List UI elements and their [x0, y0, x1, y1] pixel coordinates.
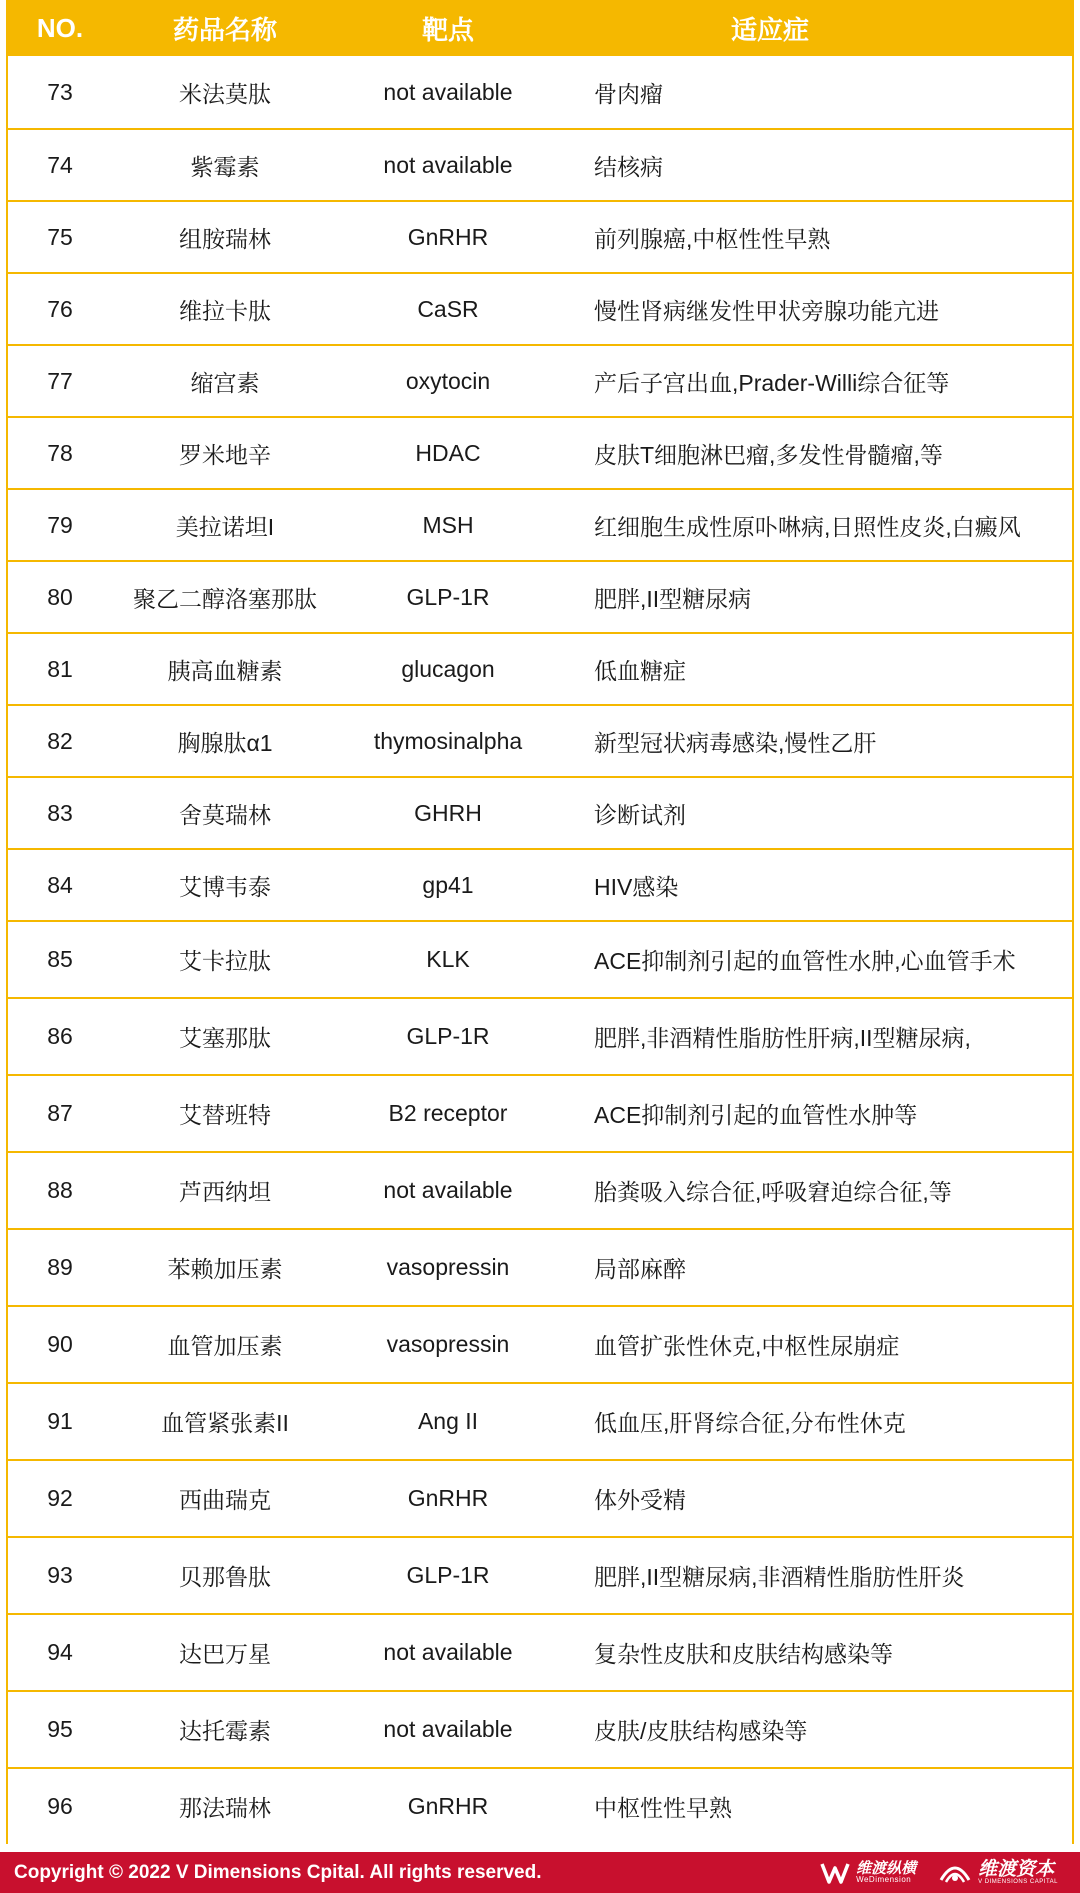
row-indication: 肥胖,非酒精性脂肪性肝病,II型糖尿病, — [594, 1025, 971, 1051]
footer-bar — [0, 1852, 1080, 1893]
row-indication: 骨肉瘤 — [594, 80, 663, 107]
row-number: 90 — [47, 1331, 73, 1357]
row-drug-name: 达托霉素 — [179, 1718, 271, 1744]
row-target: GnRHR — [407, 1485, 489, 1511]
table-row — [8, 128, 1072, 200]
vdimensions-logo — [938, 1860, 1058, 1886]
table-row — [8, 1305, 1072, 1382]
row-number: 75 — [47, 223, 73, 250]
row-number: 73 — [47, 78, 73, 105]
table-row — [8, 1536, 1072, 1613]
table-row — [8, 704, 1072, 776]
row-drug-name: 组胺瑞林 — [179, 225, 271, 252]
row-number: 80 — [47, 583, 73, 610]
table-row — [8, 776, 1072, 848]
row-drug-name: 血管紧张素II — [161, 1410, 289, 1436]
row-target: not available — [383, 1639, 513, 1665]
row-drug-name: 艾博韦泰 — [179, 873, 271, 900]
row-indication: 皮肤T细胞淋巴瘤,多发性骨髓瘤,等 — [594, 441, 943, 468]
table-row — [8, 632, 1072, 704]
row-number: 77 — [47, 367, 73, 394]
row-drug-name: 贝那鲁肽 — [179, 1564, 271, 1590]
table-row — [8, 1151, 1072, 1228]
header-target: 靶点 — [421, 14, 474, 45]
row-number: 85 — [47, 946, 73, 972]
row-drug-name: 苯赖加压素 — [167, 1256, 283, 1282]
row-target: GLP-1R — [406, 1023, 490, 1049]
header-indication: 适应症 — [730, 14, 809, 45]
table-row — [8, 1459, 1072, 1536]
row-indication: ACE抑制剂引起的血管性水肿,心血管手术 — [594, 948, 1016, 974]
row-target: GnRHR — [407, 1793, 489, 1819]
drug-table — [6, 0, 1074, 1844]
row-target: glucagon — [401, 655, 495, 682]
row-drug-name: 西曲瑞克 — [179, 1487, 271, 1513]
table-row — [8, 1382, 1072, 1459]
row-drug-name: 紫霉素 — [190, 153, 260, 180]
row-target: not available — [383, 78, 513, 105]
row-target: HDAC — [415, 439, 481, 466]
row-number: 79 — [47, 511, 73, 538]
row-drug-name: 缩宫素 — [190, 369, 260, 396]
row-target: GHRH — [414, 799, 482, 826]
row-target: KLK — [426, 946, 470, 972]
table-row — [8, 416, 1072, 488]
row-target: GnRHR — [407, 223, 489, 250]
row-number: 91 — [47, 1408, 73, 1434]
row-number: 82 — [47, 727, 73, 754]
row-number: 78 — [47, 439, 73, 466]
row-indication: 局部麻醉 — [594, 1256, 686, 1282]
row-number: 83 — [47, 799, 73, 826]
row-target: B2 receptor — [388, 1100, 508, 1126]
row-indication: 胎粪吸入综合征,呼吸窘迫综合征,等 — [594, 1179, 952, 1205]
row-target: CaSR — [417, 295, 479, 322]
row-drug-name: 胰高血糖素 — [167, 657, 283, 684]
row-target: gp41 — [422, 871, 474, 898]
table-header — [8, 0, 1072, 56]
row-number: 88 — [47, 1177, 73, 1203]
row-target: GLP-1R — [406, 1562, 490, 1588]
row-target: GLP-1R — [406, 583, 490, 610]
row-indication: 结核病 — [594, 153, 663, 180]
row-indication: 肥胖,II型糖尿病 — [594, 585, 752, 612]
header-drug-name: 药品名称 — [172, 14, 277, 45]
vdimensions-logo-text: 维渡资本 — [978, 1859, 1055, 1880]
table-row — [8, 1613, 1072, 1690]
row-number: 81 — [47, 655, 73, 682]
header-no: NO. — [36, 12, 84, 43]
wedimension-logo — [820, 1860, 916, 1886]
row-number: 84 — [47, 871, 73, 898]
row-number: 89 — [47, 1254, 73, 1280]
row-target: Ang II — [417, 1408, 479, 1434]
table-row — [8, 1228, 1072, 1305]
row-number: 96 — [47, 1793, 73, 1819]
row-target: not available — [383, 1177, 513, 1203]
row-target: vasopressin — [386, 1331, 510, 1357]
row-indication: 红细胞生成性原卟啉病,日照性皮炎,白癜风 — [594, 513, 1021, 540]
row-indication: 低血压,肝肾综合征,分布性休克 — [594, 1410, 906, 1436]
table-row — [8, 848, 1072, 920]
table-row — [8, 920, 1072, 997]
table-row — [8, 488, 1072, 560]
copyright-text: Copyright © 2022 V Dimensions Cpital. All rights reserved. — [14, 1861, 542, 1883]
row-indication: 皮肤/皮肤结构感染等 — [594, 1718, 808, 1744]
row-indication: 慢性肾病继发性甲状旁腺功能亢进 — [594, 297, 939, 324]
row-indication: 前列腺癌,中枢性性早熟 — [594, 225, 831, 252]
row-number: 92 — [47, 1485, 73, 1511]
table-body — [8, 56, 1072, 1844]
row-target: thymosinalpha — [373, 727, 523, 754]
row-number: 93 — [47, 1562, 73, 1588]
row-indication: 诊断试剂 — [594, 801, 686, 828]
table-row — [8, 560, 1072, 632]
row-indication: HIV感染 — [594, 873, 679, 900]
row-indication: 血管扩张性休克,中枢性尿崩症 — [594, 1333, 900, 1359]
row-number: 74 — [47, 151, 73, 178]
row-target: MSH — [422, 511, 474, 538]
row-drug-name: 艾塞那肽 — [179, 1025, 271, 1051]
row-indication: 产后子宫出血,Prader-Willi综合征等 — [594, 369, 950, 396]
row-drug-name: 罗米地辛 — [179, 441, 271, 468]
row-indication: 中枢性性早熟 — [594, 1795, 732, 1821]
row-number: 95 — [47, 1716, 73, 1742]
row-number: 86 — [47, 1023, 73, 1049]
row-target: not available — [383, 151, 513, 178]
row-drug-name: 芦西纳坦 — [179, 1179, 271, 1205]
vdimensions-logo-subtext: V DIMENSIONS CAPITAL — [978, 1879, 1058, 1885]
wedimension-logo-icon — [820, 1860, 850, 1886]
row-indication: 体外受精 — [594, 1487, 686, 1513]
row-indication: 低血糖症 — [594, 657, 686, 684]
row-drug-name: 美拉诺坦I — [175, 513, 275, 540]
row-number: 87 — [47, 1100, 73, 1126]
table-row — [8, 344, 1072, 416]
wedimension-logo-subtext: WeDimension — [856, 1875, 912, 1884]
row-drug-name: 聚乙二醇洛塞那肽 — [133, 585, 317, 612]
row-indication: ACE抑制剂引起的血管性水肿等 — [594, 1102, 918, 1128]
vdimensions-logo-icon — [938, 1860, 972, 1886]
row-drug-name: 那法瑞林 — [179, 1795, 271, 1821]
row-drug-name: 艾卡拉肽 — [179, 948, 271, 974]
row-drug-name: 舍莫瑞林 — [179, 801, 271, 828]
row-indication: 肥胖,II型糖尿病,非酒精性脂肪性肝炎 — [594, 1564, 965, 1590]
row-target: vasopressin — [386, 1254, 510, 1280]
row-drug-name: 达巴万星 — [179, 1641, 271, 1667]
table-row — [8, 56, 1072, 128]
row-drug-name: 血管加压素 — [167, 1333, 283, 1359]
row-drug-name: 米法莫肽 — [179, 80, 271, 107]
row-number: 94 — [47, 1639, 73, 1665]
row-indication: 新型冠状病毒感染,慢性乙肝 — [594, 729, 877, 756]
table-row — [8, 1767, 1072, 1844]
table-row — [8, 1690, 1072, 1767]
row-drug-name: 维拉卡肽 — [179, 297, 271, 324]
table-row — [8, 1074, 1072, 1151]
row-drug-name: 胸腺肽α1 — [177, 729, 273, 756]
row-target: oxytocin — [405, 367, 491, 394]
row-drug-name: 艾替班特 — [179, 1102, 271, 1128]
row-number: 76 — [47, 295, 73, 322]
table-row — [8, 997, 1072, 1074]
wedimension-logo-text: 维渡纵横 — [856, 1860, 917, 1877]
row-indication: 复杂性皮肤和皮肤结构感染等 — [594, 1641, 893, 1667]
table-row — [8, 200, 1072, 272]
table-row — [8, 272, 1072, 344]
row-target: not available — [383, 1716, 513, 1742]
